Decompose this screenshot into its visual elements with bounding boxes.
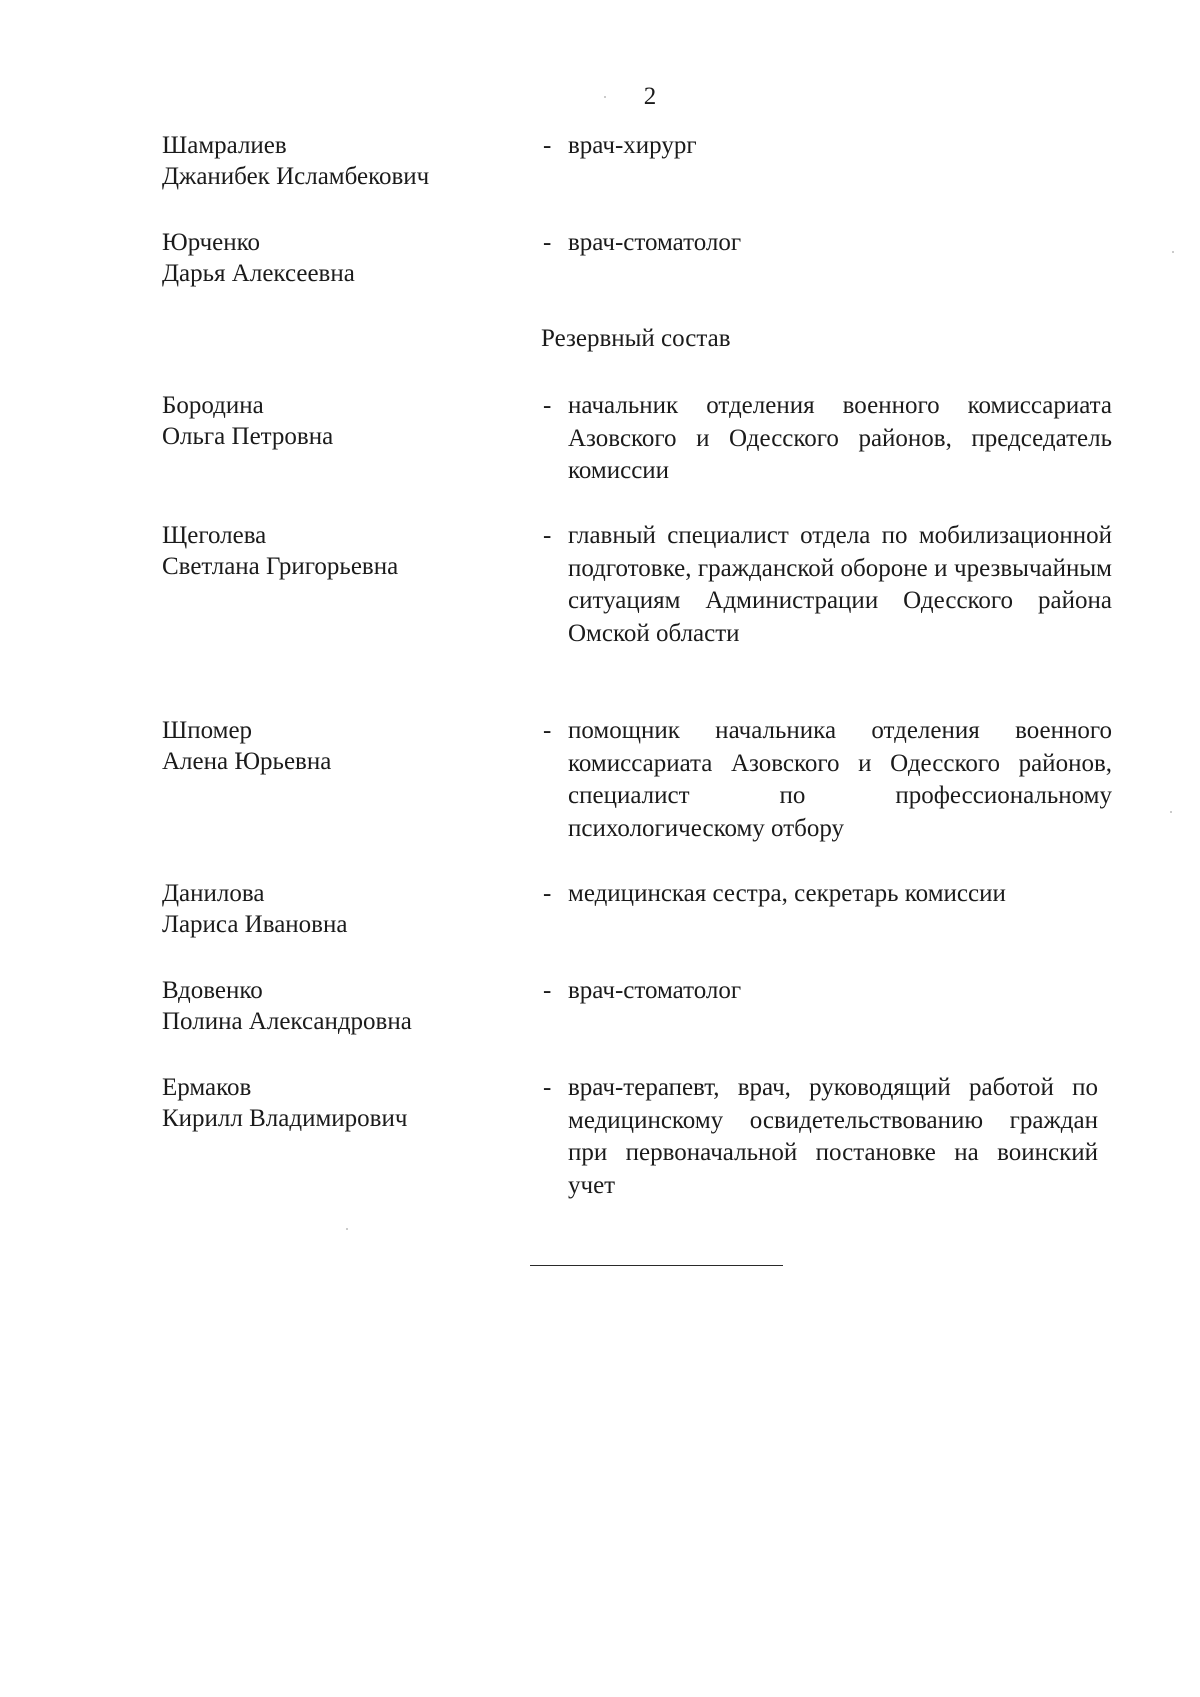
member-given-name: Алена Юрьевна	[162, 748, 332, 775]
member-given-name: Дарья Алексеевна	[162, 260, 355, 287]
member-given-name: Джанибек Исламбекович	[162, 163, 430, 190]
member-name	[162, 715, 522, 777]
member-surname: Шпомер	[162, 717, 253, 744]
member-given-name: Полина Александровна	[162, 1008, 412, 1035]
member-given-name: Лариса Ивановна	[162, 911, 348, 938]
member-role: медицинская сестра, секретарь комиссии	[568, 880, 1006, 907]
dash-separator: -	[543, 1074, 552, 1101]
member-given-name: Светлана Григорьевна	[162, 553, 399, 580]
member-name	[162, 390, 522, 452]
dash-separator: -	[543, 132, 552, 159]
dash-separator: -	[543, 977, 552, 1004]
member-surname: Щеголева	[162, 522, 267, 549]
member-name	[162, 1072, 522, 1134]
page-number: 2	[643, 83, 657, 110]
member-role: врач-стоматолог	[568, 977, 742, 1004]
member-given-name: Кирилл Владимирович	[162, 1105, 408, 1132]
dash-separator: -	[543, 392, 552, 419]
dash-separator: -	[543, 880, 552, 907]
member-surname: Бородина	[162, 392, 264, 419]
reserve-heading: Резервный состав	[541, 325, 731, 352]
member-role: помощник начальника отделения военного комиссариата Азовского и Одесского районов, специалист по профессиональному психологическому отбору	[568, 717, 1112, 842]
dash-separator: -	[543, 522, 552, 549]
closing-rule	[530, 1265, 783, 1266]
member-given-name: Ольга Петровна	[162, 423, 334, 450]
dash-separator: -	[543, 717, 552, 744]
member-role: врач-хирург	[568, 132, 697, 159]
member-name	[162, 520, 522, 582]
member-surname: Юрченко	[162, 229, 260, 256]
member-name	[162, 878, 522, 940]
member-name	[162, 227, 522, 289]
member-surname: Шамралиев	[162, 132, 287, 159]
member-name	[162, 975, 522, 1037]
member-surname: Вдовенко	[162, 977, 263, 1004]
member-role: главный специалист отдела по мобилизационной подготовке, гражданской обороне и чрезвычайным ситуациям Администрации Одесского района Омской области	[568, 522, 1112, 647]
member-surname: Ермаков	[162, 1074, 252, 1101]
member-surname: Данилова	[162, 880, 265, 907]
member-role: врач-стоматолог	[568, 229, 742, 256]
member-name	[162, 130, 522, 192]
member-role: врач-терапевт, врач, руководящий работой по медицинскому освидетельствованию граждан при первоначальной постановке на воинский учет	[568, 1074, 1098, 1199]
dash-separator: -	[543, 229, 552, 256]
member-role: начальник отделения военного комиссариата Азовского и Одесского районов, председатель комиссии	[568, 392, 1112, 484]
